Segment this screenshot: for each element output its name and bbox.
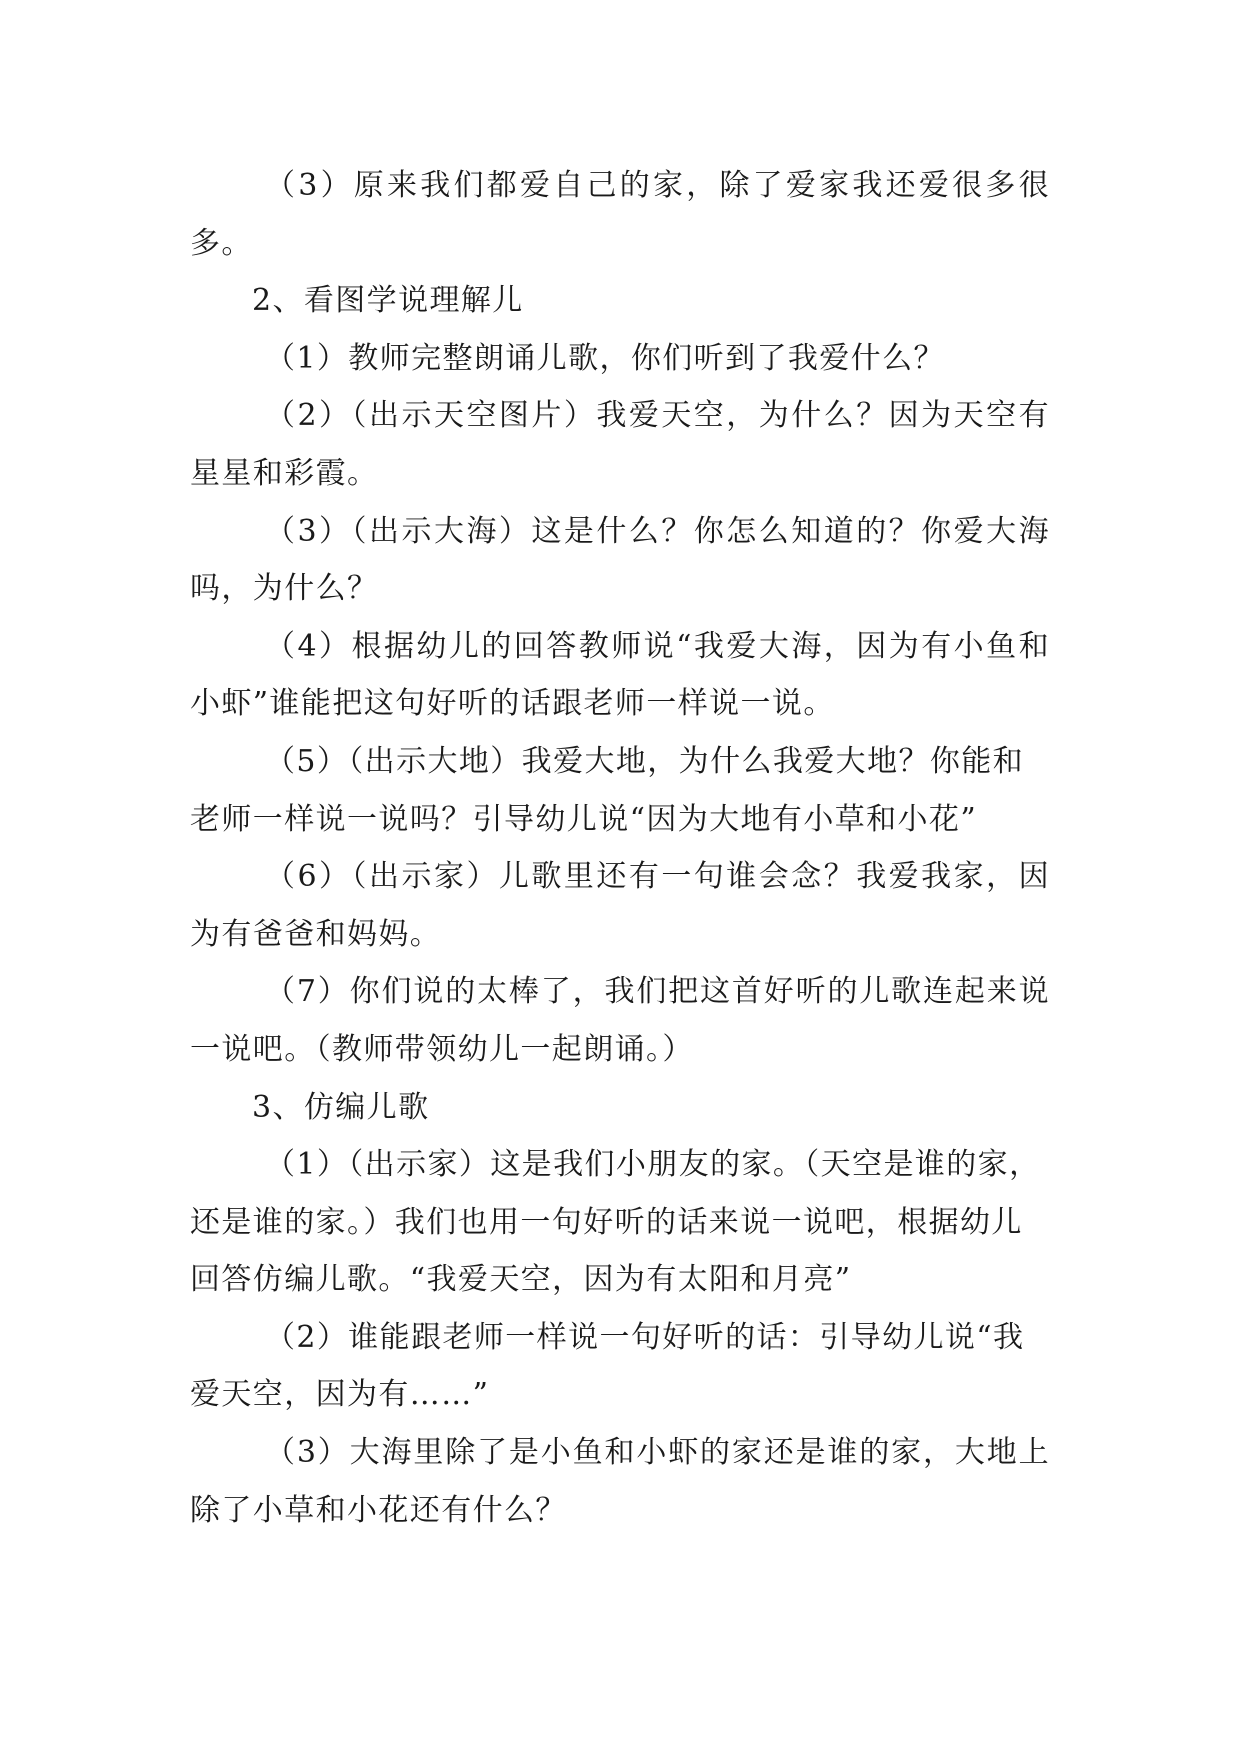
paragraph-2-2: （2）（出示天空图片）我爱天空，为什么？因为天空有星星和彩霞。 — [190, 398, 1050, 491]
paragraph-2-4: （4）根据幼儿的回答教师说“我爱大海，因为有小鱼和小虾”谁能把这句好听的话跟老师一样说一说。 — [190, 628, 1050, 722]
paragraph-3-1: （1）（出示家）这是我们小朋友的家。（天空是谁的家，还是谁的家。）我们也用一句好听的话来说一说吧，根据幼儿回答仿编儿歌。“我爱天空，因为有太阳和月亮” — [190, 1147, 1041, 1298]
paragraph-3-3: （3）大海里除了是小鱼和小虾的家还是谁的家，大地上除了小草和小花还有什么？ — [190, 1435, 1050, 1528]
body-text — [190, 157, 1050, 1539]
paragraph-2-3: （3）（出示大海）这是什么？你怎么知道的？你爱大海吗，为什么？ — [190, 513, 1050, 607]
paragraph-2-5: （5）（出示大地）我爱大地，为什么我爱大地？你能和老师一样说一说吗？引导幼儿说“因为大地有小草和小花” — [190, 743, 1025, 837]
paragraph-2-1: （1）教师完整朗诵儿歌，你们听到了我爱什么？ — [265, 340, 945, 376]
section-heading-3: 3、仿编儿歌 — [252, 1089, 430, 1125]
paragraph-2-7: （7）你们说的太棒了，我们把这首好听的儿歌连起来说一说吧。（教师带领幼儿一起朗诵。） — [190, 974, 1050, 1067]
paragraph-2-6: （6）（出示家）儿歌里还有一句谁会念？我爱我家，因为有爸爸和妈妈。 — [190, 859, 1050, 952]
paragraph-3-2: （2）谁能跟老师一样说一句好听的话：引导幼儿说“我爱天空，因为有……” — [190, 1319, 1025, 1413]
paragraph-intro-3: （3）原来我们都爱自己的家，除了爱家我还爱很多很多。 — [190, 168, 1050, 261]
section-heading-2: 2、看图学说理解儿 — [252, 283, 524, 319]
